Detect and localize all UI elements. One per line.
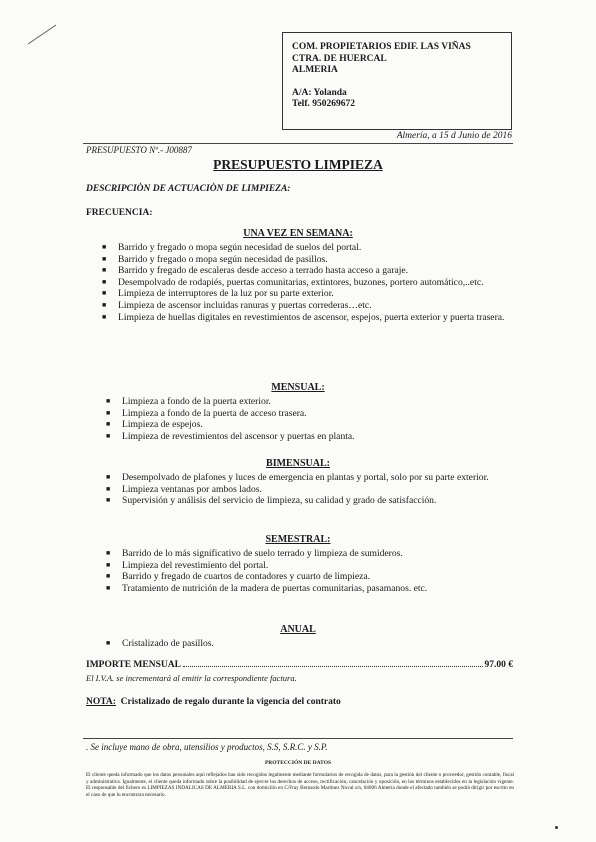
- semiannual-task-list: [106, 548, 512, 594]
- iva-note: El I.V.A. se incrementará al emitir la correspondiente factura.: [86, 673, 297, 683]
- list-item: ■ Limpieza de interruptores de la luz por su parte exterior.: [102, 288, 334, 300]
- bullet-icon: ■: [106, 408, 111, 417]
- recipient-name: COM. PROPIETARIOS EDIF. LAS VIÑAS: [292, 42, 471, 52]
- list-item: ■ Barrido de lo más significativo de suelo terrado y limpieza de sumideros.: [106, 548, 403, 559]
- data-protection-text: El cliente queda informado que los datos personales aquí reflejados han sido recogidos legalmente mediante formularios de recogida de datos, para la gestión del cliente o proveedor, gestión contable, fiscal y administrativa. Igualmente, el cliente queda informado sobre la posibilidad de ejercer los derechos de acceso, rectificación, cancelación y oposición, en los términos establecidos en la legislación vigente. El responsable del fichero es LIMPIEZAS INDALICAS DE ALMERIA S.L. con domicilio en C/Fray Bernardo Martínez Noval s/n, 04006 Almería donde el afectado también se podrá dirigir por escrito en el caso de que lo encontrara necesario.: [86, 772, 514, 798]
- nota-label: NOTA:: [86, 697, 116, 707]
- section-heading-semiannual: SEMESTRAL:: [265, 534, 331, 545]
- list-item: ■ Desempolvado de plafones y luces de emergencia en plantas y portal, solo por su parte exterior.: [106, 472, 489, 483]
- bullet-icon: ■: [102, 266, 107, 275]
- section-heading-monthly: MENSUAL:: [271, 382, 325, 393]
- bullet-icon: ■: [102, 289, 107, 298]
- list-item: ■ Cristalizado de pasillos.: [106, 638, 214, 649]
- dotted-leader: [183, 660, 483, 667]
- weekly-task-list: [102, 242, 512, 323]
- bullet-icon: ■: [102, 277, 107, 286]
- monthly-amount-label: IMPORTE MENSUAL: [86, 660, 181, 670]
- list-item: ■ Barrido y fregado o mopa según necesidad de suelos del portal.: [102, 242, 362, 253]
- bullet-icon: ■: [102, 300, 107, 309]
- list-item: ■ Desempolvado de rodapiés, puertas comunitarias, extintores, buzones, portero automático,..etc.: [102, 276, 484, 288]
- section-heading-bimonthly: BIMENSUAL:: [266, 458, 330, 469]
- bullet-icon: ■: [106, 560, 111, 569]
- list-item: ■ Barrido y fregado de escaleras desde acceso a terrado hasta acceso a garaje.: [102, 265, 409, 277]
- bullet-icon: ■: [102, 254, 107, 263]
- list-item: ■ Tratamiento de nutrición de la madera de puertas comunitarias, pasamanos. etc.: [106, 582, 428, 594]
- corner-dot: [555, 826, 558, 829]
- bullet-icon: ■: [106, 639, 111, 647]
- recipient-address-box: [282, 32, 512, 130]
- document-title: PRESUPUESTO LIMPIEZA: [213, 157, 383, 172]
- pen-stroke-mark: [22, 22, 62, 46]
- list-item: ■ Barrido y fregado de cuartos de contadores y cuarto de limpieza.: [106, 571, 371, 583]
- footer-rule: [83, 738, 513, 739]
- description-heading: DESCRIPCIÒN DE ACTUACIÒN DE LIMPIEZA:: [86, 184, 291, 194]
- bullet-icon: ■: [106, 583, 111, 592]
- recipient-city: ALMERIA: [292, 65, 338, 75]
- monthly-task-list: [106, 396, 512, 442]
- bullet-icon: ■: [106, 549, 111, 557]
- list-item: ■ Limpieza a fondo de la puerta de acceso trasera.: [106, 407, 307, 419]
- bullet-icon: ■: [102, 243, 107, 251]
- bullet-icon: ■: [106, 431, 111, 440]
- frequency-label: FRECUENCIA:: [86, 208, 153, 218]
- document-date: Almería, a 15 d Junio de 2016: [396, 131, 512, 141]
- recipient-attention: A/A: Yolanda: [292, 87, 347, 98]
- bullet-icon: ■: [106, 496, 111, 505]
- bimonthly-task-list: [106, 472, 512, 507]
- list-item: ■ Limpieza a fondo de la puerta exterior.: [106, 396, 271, 407]
- recipient-phone: Telf. 950269672: [292, 99, 355, 109]
- list-item: ■ Limpieza ventanas por ambos lados.: [106, 483, 262, 495]
- annual-task-list: [106, 638, 512, 650]
- recipient-street: CTRA. DE HUERCAL: [292, 53, 387, 64]
- bullet-icon: ■: [102, 312, 107, 321]
- list-item: ■ Limpieza de espejos.: [106, 419, 203, 431]
- nota-line: [86, 697, 341, 707]
- list-item: ■ Limpieza de ascensor incluidas ranuras y puertas correderas…etc.: [102, 299, 372, 311]
- section-heading-annual: ANUAL: [280, 624, 316, 635]
- bullet-icon: ■: [106, 484, 111, 493]
- bullet-icon: ■: [106, 473, 111, 481]
- data-protection-title: PROTECCIÓN DE DATOS: [264, 760, 332, 766]
- list-item: ■ Limpieza de revestimientos del ascensor y puertas en planta.: [106, 430, 355, 442]
- bullet-icon: ■: [106, 397, 111, 405]
- list-item: ■ Limpieza de huellas digitales en revestimientos de ascensor, espejos, puerta exterior y puerta trasera.: [102, 311, 505, 323]
- section-heading-weekly: UNA VEZ EN SEMANA:: [243, 228, 353, 239]
- list-item: ■ Supervisión y análisis del servicio de limpieza, su calidad y grado de satisfacción.: [106, 495, 437, 507]
- nota-text: Cristalizado de regalo durante la vigencia del contrato: [120, 697, 341, 707]
- bullet-icon: ■: [106, 572, 111, 581]
- includes-note: . Se incluye mano de obra, utensilios y productos, S.S, S.R.C. y S.P.: [86, 742, 328, 752]
- monthly-amount-value: 97.00 €: [484, 660, 513, 670]
- list-item: ■ Limpieza del revestimiento del portal.: [106, 559, 269, 571]
- bullet-icon: ■: [106, 420, 111, 429]
- monthly-amount-row: [86, 660, 513, 670]
- list-item: ■ Barrido y fregado o mopa según necesidad de pasillos.: [102, 253, 328, 265]
- budget-reference: PRESUPUESTO Nº.- J00887: [86, 145, 192, 155]
